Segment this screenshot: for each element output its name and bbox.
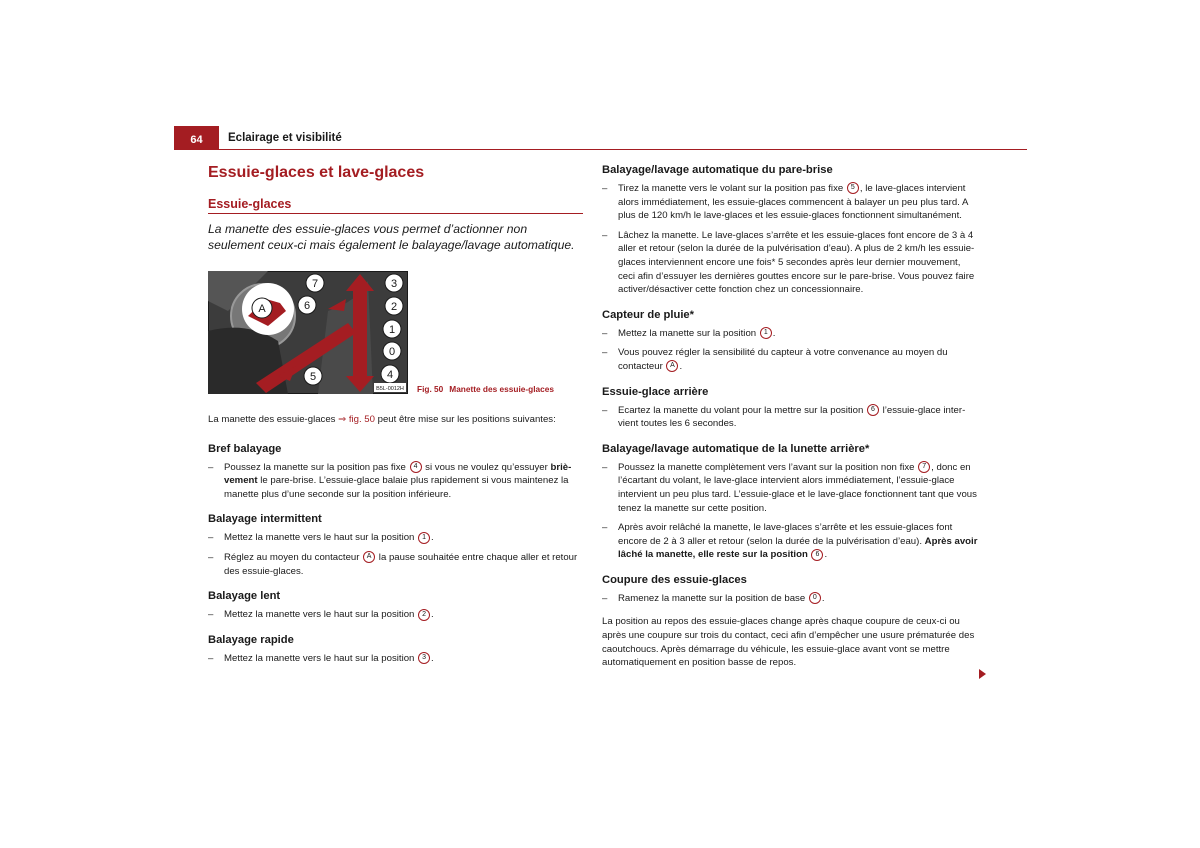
heading-bref-balayage: Bref balayage — [208, 442, 282, 455]
list-item — [208, 551, 583, 578]
list-bref-balayage — [208, 461, 583, 502]
position-marker: 2 — [418, 609, 430, 621]
position-marker: 6 — [811, 549, 823, 561]
right-column — [602, 162, 980, 670]
left-column — [208, 162, 583, 675]
figure-label-6: 6 — [303, 300, 311, 312]
list-item — [602, 404, 980, 431]
position-marker: 7 — [918, 461, 930, 473]
figure-label-2: 2 — [390, 301, 398, 313]
figure-label-3: 3 — [390, 278, 398, 290]
text: Mettez la manette sur la position — [618, 327, 759, 339]
list-item: – Lâchez la manette. Le lave-glaces s’arrête et les essuie-glaces font encore de 3 à 4 aller et retour (selon la durée de la pulvérisation d’eau). A plus de 2 km/h les essuie-glaces interviennent encore une fois* 5 secondes après leur dernier mouvement, ceci afin d’essuyer les dernières gouttes encore sur le pare-brise. Vous pouvez faire activer/désactiver cette fonction chez un concessionnaire. — [602, 229, 980, 297]
figure-caption — [417, 383, 554, 397]
heading-auto-pare-brise: Balayage/lavage automatique du pare-brise — [602, 164, 833, 176]
figure-50 — [208, 271, 583, 407]
text: , donc en l’écartant du volant, le lave-glace intervient alors immédiatement, l’essuie-glace intervient un peu plus tard. L’essuie-glace et le lave-glace fonctionnent tant que vous tenez la manette sur cette position. — [618, 461, 977, 514]
chapter-title: Eclairage et visibilité — [228, 132, 342, 144]
text: . — [824, 549, 828, 561]
list-item — [602, 346, 980, 373]
list-essuie-glace-arriere — [602, 404, 980, 431]
triangle-right-icon — [979, 669, 986, 679]
text: Mettez la manette vers le haut sur la position — [224, 532, 418, 544]
heading-balayage-intermittent: Balayage intermittent — [208, 513, 322, 526]
list-lunette-arriere — [602, 461, 980, 562]
text: Poussez la manette sur la position pas fixe — [224, 461, 409, 473]
list-item — [208, 461, 583, 502]
list-balayage-rapide — [208, 652, 583, 666]
text: Poussez la manette complètement vers l’avant sur la position non fixe — [618, 461, 918, 473]
text: . — [431, 532, 434, 544]
text: Ecartez la manette du volant pour la mettre sur la position — [618, 404, 866, 416]
subsection-title: Essuie-glaces — [208, 196, 583, 214]
figure-link[interactable]: ⇒ fig. 50 — [338, 414, 375, 425]
list-coupure — [602, 592, 980, 606]
text: le pare-brise. L’essuie-glace balaie plus rapidement si vous maintenez la manette plus d’une seconde sur la position inférieure. — [224, 475, 569, 500]
text: Tirez la manette vers le volant sur la position pas fixe — [618, 183, 846, 194]
text: Mettez la manette vers le haut sur la position — [224, 609, 418, 621]
text: . — [431, 609, 434, 621]
header-rule — [174, 149, 1027, 150]
position-marker: 0 — [809, 592, 821, 604]
text: Après avoir relâché la manette, le lave-glaces s’arrête et les essuie-glaces font encore de 2 à 3 aller et retour (selon la durée de la pulvérisation d’eau). — [618, 522, 953, 547]
text: Vous pouvez régler la sensibilité du capteur à votre convenance au moyen du contacteur — [618, 347, 948, 372]
figure-label-5: 5 — [309, 371, 317, 383]
text: Mettez la manette vers le haut sur la position — [224, 652, 418, 664]
list-item — [208, 608, 583, 622]
position-marker: 1 — [760, 327, 772, 339]
text: si vous ne voulez qu’essuyer — [422, 461, 551, 473]
list-balayage-lent — [208, 608, 583, 622]
text: Réglez au moyen du contacteur — [224, 551, 363, 563]
bold-text: briè-vement — [224, 461, 572, 487]
figure-code: B5L-0012H — [376, 386, 404, 392]
position-marker: 6 — [867, 404, 879, 416]
heading-capteur-pluie: Capteur de pluie* — [602, 308, 695, 321]
lead-text: La manette des essuie-glaces — [208, 414, 339, 425]
figure-label-1: 1 — [388, 324, 396, 336]
list-item — [602, 182, 980, 223]
text: , le lave-glaces intervient alors immédiatement, les essuie-glaces commencent à balayer un peu plus tard. A plus de 120 km/h le lave-glaces et les essuie-glaces fonctionnent simultanément. — [618, 183, 968, 222]
lead-paragraph — [208, 413, 583, 427]
position-marker: 1 — [418, 532, 430, 544]
heading-essuie-glace-arriere: Essuie-glace arrière — [602, 385, 709, 398]
list-balayage-intermittent — [208, 531, 583, 578]
position-marker: A — [666, 360, 678, 372]
figure-caption-text: Manette des essuie-glaces — [449, 384, 554, 394]
text: la pause souhaitée entre chaque aller et retour des essuie-glaces. — [224, 551, 578, 577]
text: Ramenez la manette sur la position de base — [618, 592, 808, 604]
list-item — [602, 521, 980, 562]
list-item — [208, 531, 583, 545]
heading-balayage-rapide: Balayage rapide — [208, 633, 294, 646]
list-item — [602, 327, 980, 341]
figure-label-a: A — [258, 303, 266, 315]
heading-lunette-arriere: Balayage/lavage automatique de la lunette arrière* — [602, 442, 870, 455]
list-item — [602, 461, 980, 515]
bold-text: Après avoir lâché la manette, elle reste sur la position — [618, 535, 978, 561]
page-header — [174, 126, 1027, 150]
figure-label-7: 7 — [311, 278, 319, 290]
text: l’essuie-glace inter-vient toutes les 6 secondes. — [618, 404, 966, 430]
text: . — [772, 327, 776, 339]
wiper-stalk-illustration — [208, 271, 408, 395]
list-item — [208, 652, 583, 666]
figure-label-0: 0 — [388, 346, 396, 358]
figure-label-4: 4 — [386, 369, 394, 381]
page-number: 64 — [174, 126, 219, 150]
figure-number: Fig. 50 — [417, 384, 444, 394]
text: . — [679, 360, 683, 372]
section-title: Essuie-glaces et lave-glaces — [208, 164, 425, 181]
position-marker: 4 — [410, 461, 422, 473]
list-capteur-pluie — [602, 327, 980, 374]
position-marker: 5 — [847, 182, 859, 194]
position-marker: A — [363, 551, 375, 563]
list-auto-pare-brise — [602, 182, 980, 297]
lead-text-end: peut être mise sur les positions suivantes: — [374, 414, 556, 425]
list-item — [602, 592, 980, 606]
text: . — [431, 652, 434, 664]
closing-paragraph: La position au repos des essuie-glaces change après chaque coupure de ceux-ci ou après une coupure sur trois du contact, ceci afin d’empêcher une usure prématurée des caoutchoucs. Après démarrage du véhicule, les essuie-glace avant vont se mettre automatiquement en position basse de repos. — [602, 616, 975, 669]
text: . — [821, 592, 825, 604]
heading-balayage-lent: Balayage lent — [208, 590, 281, 603]
position-marker: 3 — [418, 652, 430, 664]
intro-text: La manette des essuie-glaces vous permet d’actionner non seulement ceux-ci mais également le balayage/lavage automatique. — [208, 222, 575, 252]
heading-coupure: Coupure des essuie-glaces — [602, 573, 747, 586]
